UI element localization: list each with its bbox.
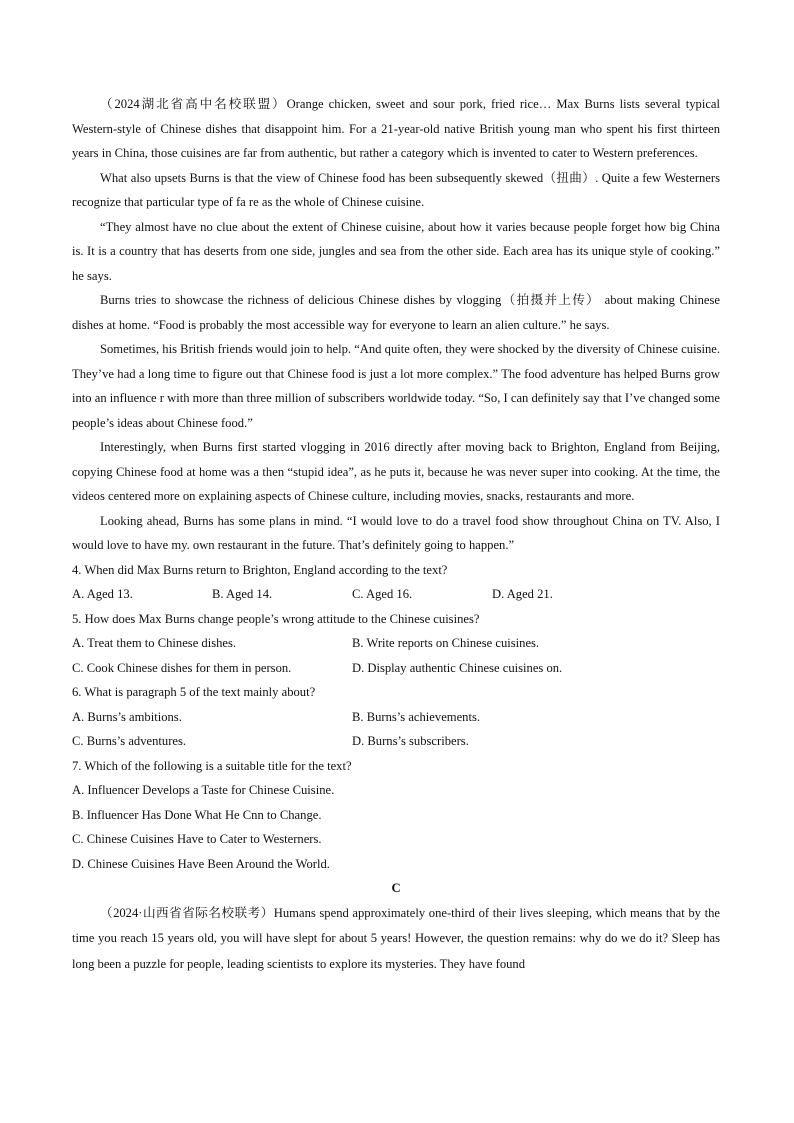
question-4 — [72, 558, 720, 607]
passage-paragraph: What also upsets Burns is that the view of Chinese food has been subsequently skewed（扭曲）. Quite a few Westerners recognize that particular type of fa re as the whole of Chinese cuisine. — [72, 170, 720, 209]
passage-paragraph: “They almost have no clue about the extent of Chinese cuisine, about how it varies because people forget how big China is. It is a country that has deserts from one side, jungles and sea from the other side. Each area has its unique style of cooking.” he says. — [72, 219, 720, 283]
option-row — [72, 582, 720, 607]
question-stem: 4. When did Max Burns return to Brighton, England according to the text? — [72, 562, 448, 577]
passage-paragraph: （2024·山西省省际名校联考）Humans spend approximately one-third of their lives sleeping, which means that by the time you reach 15 years old, you will have slept for about 5 years! However, the question remains: why do we do it? Sleep has long been a puzzle for people, leading scientists to explore its mysteries. They have found — [72, 905, 720, 971]
option-d: D. Display authentic Chinese cuisines on. — [352, 660, 563, 675]
option-c: C. Aged 16. — [352, 587, 413, 601]
option-d: D. Chinese Cuisines Have Been Around the World. — [72, 856, 330, 871]
passage-c — [72, 876, 720, 977]
option-c: C. Chinese Cuisines Have to Cater to Westerners. — [72, 832, 322, 846]
option-a: A. Aged 13. — [72, 587, 133, 601]
option-c: C. Cook Chinese dishes for them in person. — [72, 660, 292, 675]
option-b: B. Aged 14. — [212, 587, 273, 601]
passage-paragraph: （2024湖北省高中名校联盟）Orange chicken, sweet and sour pork, fried rice… Max Burns lists several typical Western-style of Chinese dishes that disappoint him. For a 21-year-old native British young man who spent his first thirteen years in China, those cuisines are far from authentic, but rather a category which is invented to cater to Western preferences. — [72, 97, 720, 160]
question-stem: 5. How does Max Burns change people’s wrong attitude to the Chinese cuisines? — [72, 611, 480, 626]
option-a: A. Burns’s ambitions. — [72, 709, 182, 724]
section-label: C — [391, 881, 401, 895]
option-b: B. Write reports on Chinese cuisines. — [352, 636, 540, 650]
option-a: A. Treat them to Chinese dishes. — [72, 636, 237, 650]
question-stem: 6. What is paragraph 5 of the text mainly about? — [72, 685, 316, 699]
passage-b — [72, 92, 720, 558]
option-d: D. Aged 21. — [492, 587, 553, 601]
document-content — [72, 92, 720, 977]
option-b: B. Burns’s achievements. — [352, 709, 481, 724]
question-6 — [72, 680, 720, 754]
option-grid — [72, 705, 720, 754]
passage-paragraph: Interestingly, when Burns first started vlogging in 2016 directly after moving back to Brighton, England from Beijing, copying Chinese food at home was a then “stupid idea”, as he puts it, because he was never super into cooking. At the time, the videos centered more on explaining aspects of Chinese culture, including movies, snacks, restaurants and more. — [72, 440, 720, 503]
passage-paragraph: Burns tries to showcase the richness of delicious Chinese dishes by vlogging（拍摄并上传） about making Chinese dishes at home. “Food is probably the most accessible way for everyone to learn an alien culture.” he says. — [72, 293, 720, 332]
option-b: B. Influencer Has Done What He Cnn to Change. — [72, 807, 322, 822]
passage-paragraph: Looking ahead, Burns has some plans in mind. “I would love to do a travel food show throughout China on TV. Also, I would love to have my. own restaurant in the future. That’s definitely going to happen.” — [72, 513, 720, 552]
option-c: C. Burns’s adventures. — [72, 734, 187, 748]
passage-paragraph: Sometimes, his British friends would join to help. “And quite often, they were shocked by the diversity of Chinese cuisine. They’ve had a long time to figure out that Chinese food is just a lot more complex.” The food adventure has helped Burns grow into an influence r with more than three million of subscribers worldwide today. “So, I can definitely say that I’ve changed some people’s ideas about Chinese food.” — [72, 342, 720, 430]
option-d: D. Burns’s subscribers. — [352, 734, 469, 748]
option-grid — [72, 631, 720, 680]
question-7 — [72, 754, 720, 877]
question-stem: 7. Which of the following is a suitable title for the text? — [72, 758, 352, 773]
question-5 — [72, 607, 720, 681]
option-a: A. Influencer Develops a Taste for Chinese Cuisine. — [72, 783, 335, 797]
